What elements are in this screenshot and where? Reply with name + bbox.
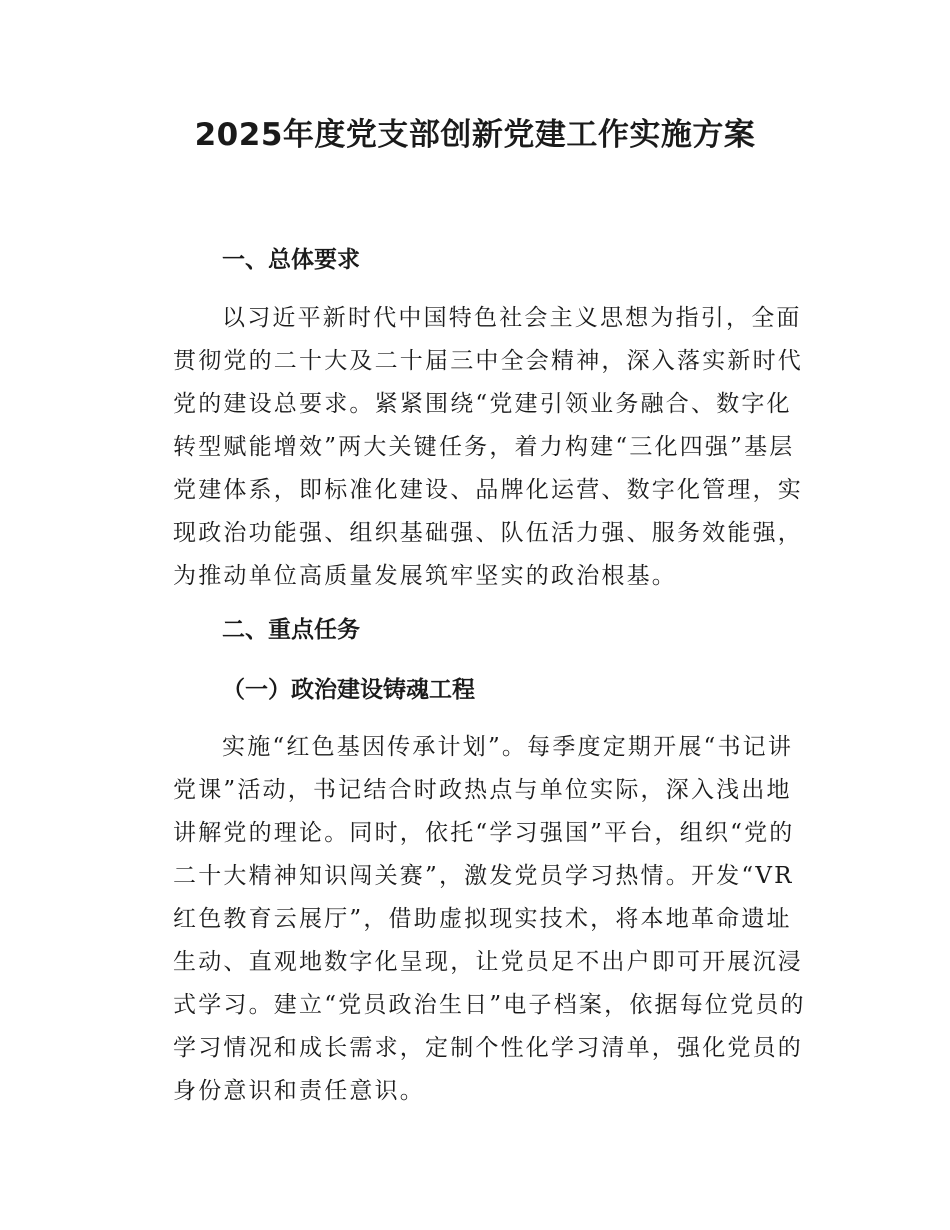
section-heading-general-requirements: 一、总体要求: [222, 247, 360, 273]
section-paragraph-general-requirements: 以习近平新时代中国特色社会主义思想为指引，全面贯彻党的二十大及二十届三中全会精神，深入落实新时代党的建设总要求。紧紧围绕“党建引领业务融合、数字化转型赋能增效”两大关键任务，着力构建“三化四强”基层党建体系，即标准化建设、品牌化运营、数字化管理，实现政治功能强、组织基础强、队伍活力强、服务效能强，为推动单位高质量发展筑牢坚实的政治根基。: [173, 305, 803, 589]
subsection-heading-political-construction: （一）政治建设铸魂工程: [222, 677, 475, 703]
document-title: 2025年度党支部创新党建工作实施方案: [194, 117, 756, 153]
subsection-paragraph-political-construction: 实施“红色基因传承计划”。每季度定期开展“书记讲党课”活动，书记结合时政热点与单位实际，深入浅出地讲解党的理论。同时，依托“学习强国”平台，组织“党的二十大精神知识闯关赛”，激发党员学习热情。开发“VR红色教育云展厅”，借助虚拟现实技术，将本地革命遗址生动、直观地数字化呈现，让党员足不出户即可开展沉浸式学习。建立“党员政治生日”电子档案，依据每位党员的学习情况和成长需求，定制个性化学习清单，强化党员的身份意识和责任意识。: [173, 734, 806, 1104]
section-heading-key-tasks: 二、重点任务: [222, 617, 360, 643]
